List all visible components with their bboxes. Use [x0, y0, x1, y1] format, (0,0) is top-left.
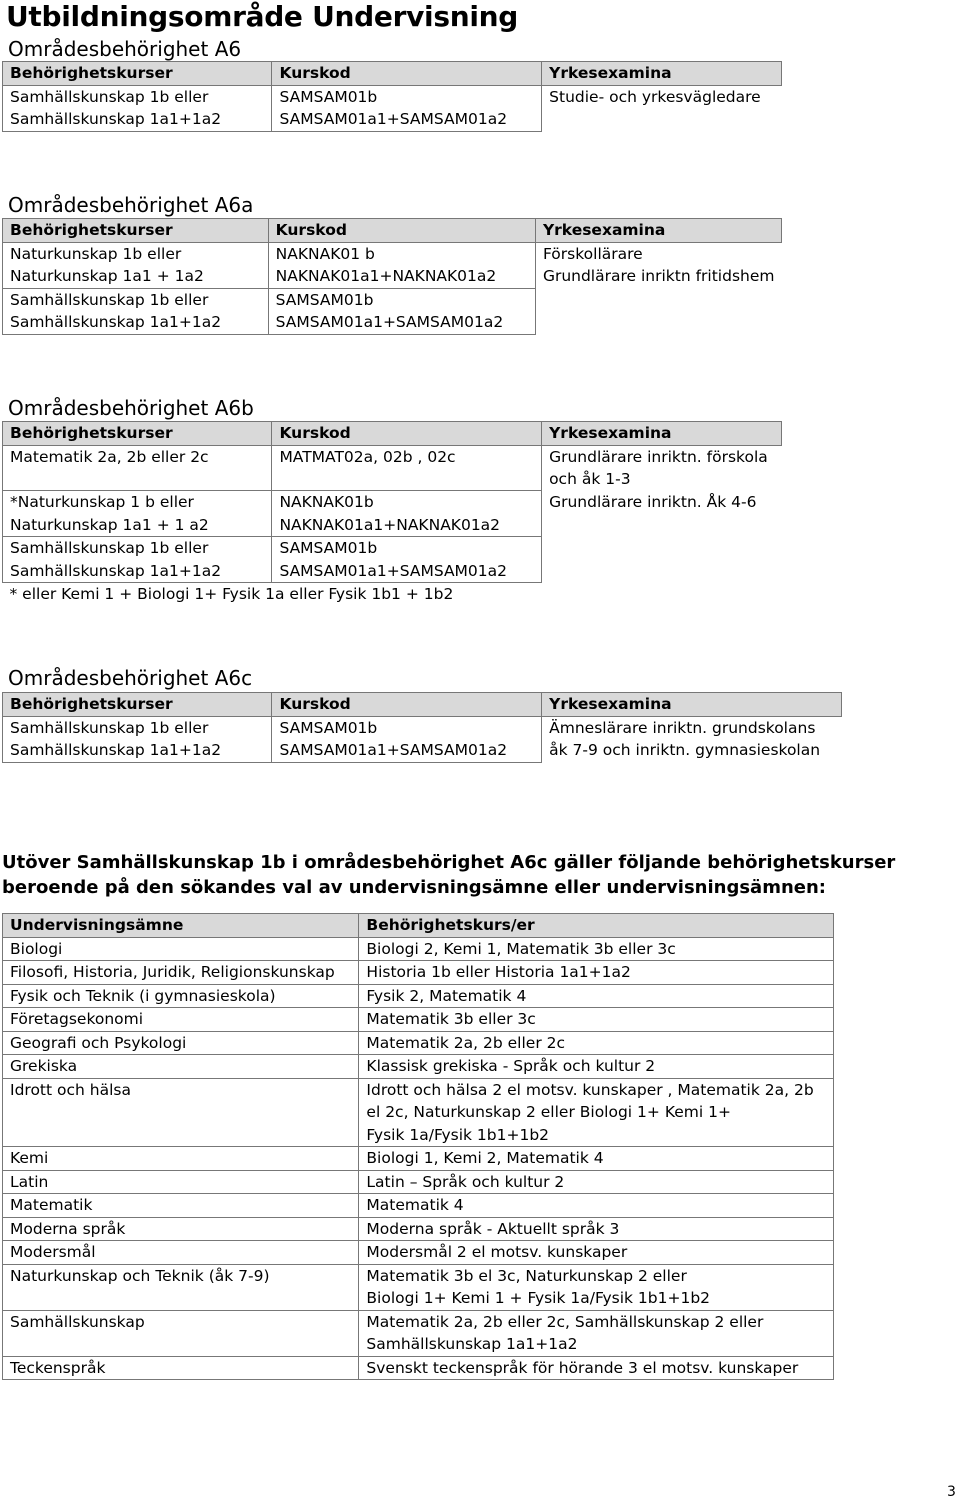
table-row: [3, 1217, 834, 1241]
table-cell: [542, 85, 782, 131]
table-cell: Latin – Språk och kultur 2: [359, 1170, 834, 1194]
table-a6: [2, 61, 782, 132]
table-header-row: [3, 914, 834, 938]
header-cell: Behörighetskurser: [3, 693, 272, 717]
cell-line: NAKNAK01a1+NAKNAK01a2: [279, 515, 501, 534]
table-cell: [542, 491, 782, 537]
table-row: [3, 1170, 834, 1194]
table-header-row: [3, 62, 782, 86]
page-number: 3: [947, 1484, 956, 1500]
cell-line: SAMSAM01b: [279, 718, 378, 737]
table-cell: [3, 537, 272, 583]
table-row: [3, 1055, 834, 1079]
table-cell: Modersmål 2 el motsv. kunskaper: [359, 1241, 834, 1265]
cell-line: MATMAT02a, 02b , 02c: [279, 447, 456, 466]
cell-line: Samhällskunskap 1a1+1a2: [10, 313, 222, 331]
table-cell: Grekiska: [3, 1055, 359, 1079]
cell-line: Samhällskunskap 1a1+1a2: [366, 1335, 578, 1353]
cell-line: Matematik 3b el 3c, Naturkunskap 2 eller: [366, 1266, 687, 1285]
section-heading-a6a: Områdesbehörighet A6a: [8, 193, 254, 217]
cell-line: Samhällskunskap 1a1+1a2: [10, 561, 222, 580]
table-cell: Historia 1b eller Historia 1a1+1a2: [359, 961, 834, 985]
cell-line: Naturkunskap 1a1 + 1 a2: [10, 515, 209, 534]
header-cell: Kurskod: [272, 422, 542, 446]
table-cell: [272, 716, 542, 762]
cell-line: el 2c, Naturkunskap 2 eller Biologi 1+ Kemi 1+: [366, 1103, 731, 1121]
table-cell: Matematik 2a, 2b eller 2c: [359, 1031, 834, 1055]
cell-line: Naturkunskap 1b eller: [10, 244, 182, 263]
table-a6c: [2, 692, 842, 763]
header-cell: Behörighetskurser: [3, 219, 269, 243]
table-cell: Klassisk grekiska - Språk och kultur 2: [359, 1055, 834, 1079]
table-cell: [542, 537, 782, 583]
table-cell: [3, 85, 272, 131]
table-row: [3, 242, 782, 288]
cell-line: SAMSAM01a1+SAMSAM01a2: [275, 313, 504, 331]
header-cell: Kurskod: [272, 62, 542, 86]
cell-line: Samhällskunskap 1b eller: [10, 718, 209, 737]
table-cell: Naturkunskap och Teknik (åk 7-9): [3, 1264, 359, 1310]
table-cell: [3, 716, 272, 762]
table-cell: Geografi och Psykologi: [3, 1031, 359, 1055]
cell-line: Biologi 1+ Kemi 1 + Fysik 1a/Fysik 1b1+1b2: [366, 1289, 711, 1307]
table-a6a: [2, 218, 782, 335]
table-cell: Biologi 1, Kemi 2, Matematik 4: [359, 1147, 834, 1171]
table-cell: [272, 491, 542, 537]
cell-line: SAMSAM01a1+SAMSAM01a2: [279, 561, 508, 580]
cell-line: Matematik 2a, 2b eller 2c, Samhällskunskap 2 eller: [366, 1312, 764, 1331]
table-cell: Fysik och Teknik (i gymnasieskola): [3, 984, 359, 1008]
table-row: [3, 961, 834, 985]
table-cell: [268, 242, 535, 288]
table-cell: [268, 288, 535, 334]
table-row: [3, 1356, 834, 1380]
table-row: [3, 1194, 834, 1218]
table-cell: Biologi 2, Kemi 1, Matematik 3b eller 3c: [359, 937, 834, 961]
table-cell: Filosofi, Historia, Juridik, Religionskunskap: [3, 961, 359, 985]
table-row: [3, 1310, 834, 1356]
table-row: [3, 1078, 834, 1147]
header-cell: Kurskod: [268, 219, 535, 243]
cell-line: NAKNAK01 b: [275, 244, 375, 263]
cell-line: Grundlärare inriktn. Åk 4-6: [549, 492, 757, 511]
cell-line: åk 7-9 och inriktn. gymnasieskolan: [549, 741, 821, 759]
table-row: [3, 1264, 834, 1310]
table-cell: [3, 288, 269, 334]
paragraph-line: Utöver Samhällskunskap 1b i områdesbehörighet A6c gäller följande behörighetskurser: [2, 852, 896, 873]
footnote: * eller Kemi 1 + Biologi 1+ Fysik 1a eller Fysik 1b1 + 1b2: [9, 585, 454, 603]
intro-paragraph: [2, 850, 895, 900]
cell-line: Samhällskunskap 1b eller: [10, 87, 209, 106]
header-cell: Yrkesexamina: [535, 219, 781, 243]
section-heading-a6: Områdesbehörighet A6: [8, 37, 242, 61]
table-row: [3, 937, 834, 961]
table-a6b: [2, 421, 782, 606]
table-cell: Biologi: [3, 937, 359, 961]
cell-line: och åk 1-3: [549, 470, 631, 488]
cell-line: SAMSAM01b: [279, 87, 378, 106]
table-cell: Teckenspråk: [3, 1356, 359, 1380]
table-row: [3, 537, 782, 583]
table-cell: Moderna språk - Aktuellt språk 3: [359, 1217, 834, 1241]
section-heading-a6b: Områdesbehörighet A6b: [8, 396, 254, 420]
cell-line: Samhällskunskap 1b eller: [10, 290, 209, 309]
table-row: [3, 85, 782, 131]
cell-line: SAMSAM01a1+SAMSAM01a2: [279, 110, 508, 128]
cell-line: Fysik 1a/Fysik 1b1+1b2: [366, 1125, 550, 1144]
header-cell: Behörighetskurs/er: [359, 914, 834, 938]
header-cell: Kurskod: [272, 693, 542, 717]
table-cell: Samhällskunskap: [3, 1310, 359, 1356]
paragraph-line: beroende på den sökandes val av undervisningsämne eller undervisningsämnen:: [2, 877, 826, 898]
cell-line: *Naturkunskap 1 b eller: [10, 493, 194, 511]
table-cell: [359, 1078, 834, 1147]
table-cell: [272, 85, 542, 131]
table-header-row: [3, 219, 782, 243]
cell-line: Naturkunskap 1a1 + 1a2: [10, 267, 204, 285]
table-row: [3, 1031, 834, 1055]
table-row: [3, 288, 782, 334]
cell-line: Ämneslärare inriktn. grundskolans: [549, 718, 816, 737]
table-cell: Kemi: [3, 1147, 359, 1171]
cell-line: NAKNAK01a1+NAKNAK01a2: [275, 267, 497, 285]
cell-line: Samhällskunskap 1a1+1a2: [10, 110, 222, 128]
cell-line: Grundlärare inriktn. förskola: [549, 447, 768, 466]
table-cell: Matematik 3b eller 3c: [359, 1008, 834, 1032]
cell-line: SAMSAM01a1+SAMSAM01a2: [279, 741, 508, 759]
cell-line: Idrott och hälsa 2 el motsv. kunskaper , Matematik 2a, 2b: [366, 1080, 814, 1099]
table-cell: Matematik: [3, 1194, 359, 1218]
table-cell: [359, 1310, 834, 1356]
table-cell: [535, 288, 781, 334]
table-cell: [272, 537, 542, 583]
cell-line: Förskollärare: [542, 244, 643, 263]
cell-line: Grundlärare inriktn fritidshem: [542, 267, 775, 285]
table-cell: [359, 1264, 834, 1310]
table-row: [3, 1147, 834, 1171]
table-cell: [542, 445, 782, 491]
table-cell: Svenskt teckenspråk för hörande 3 el motsv. kunskaper: [359, 1356, 834, 1380]
table-cell: [272, 445, 542, 491]
header-cell: Yrkesexamina: [542, 693, 842, 717]
table-cell: Företagsekonomi: [3, 1008, 359, 1032]
table-cell: [3, 491, 272, 537]
table-cell: Moderna språk: [3, 1217, 359, 1241]
table-cell: [3, 242, 269, 288]
table-cell: Latin: [3, 1170, 359, 1194]
table-cell: [542, 716, 842, 762]
header-cell: Undervisningsämne: [3, 914, 359, 938]
header-cell: Behörighetskurser: [3, 422, 272, 446]
table-row: [3, 491, 782, 537]
cell-line: NAKNAK01b: [279, 493, 374, 511]
table-row: [3, 445, 782, 491]
table-row: [3, 984, 834, 1008]
cell-line: Studie- och yrkesvägledare: [549, 87, 761, 106]
table-cell: [535, 242, 781, 288]
cell-line: SAMSAM01b: [279, 539, 378, 557]
header-cell: Behörighetskurser: [3, 62, 272, 86]
cell-line: Samhällskunskap 1b eller: [10, 539, 209, 557]
cell-line: Samhällskunskap 1a1+1a2: [10, 741, 222, 759]
table-cell: Idrott och hälsa: [3, 1078, 359, 1147]
header-cell: Yrkesexamina: [542, 62, 782, 86]
cell-line: SAMSAM01b: [275, 290, 374, 309]
table-row: [3, 1008, 834, 1032]
table-header-row: [3, 422, 782, 446]
table-cell: Modersmål: [3, 1241, 359, 1265]
table-row: [3, 716, 842, 762]
table-cell: Matematik 4: [359, 1194, 834, 1218]
table-cell: Fysik 2, Matematik 4: [359, 984, 834, 1008]
section-heading-a6c: Områdesbehörighet A6c: [8, 666, 253, 690]
table-subjects: [2, 913, 834, 1380]
table-row: [3, 1241, 834, 1265]
cell-line: Matematik 2a, 2b eller 2c: [10, 447, 209, 466]
header-cell: Yrkesexamina: [542, 422, 782, 446]
page-title: Utbildningsområde Undervisning: [6, 0, 519, 33]
table-header-row: [3, 693, 842, 717]
table-cell: [3, 445, 272, 491]
table-row: [3, 583, 782, 606]
